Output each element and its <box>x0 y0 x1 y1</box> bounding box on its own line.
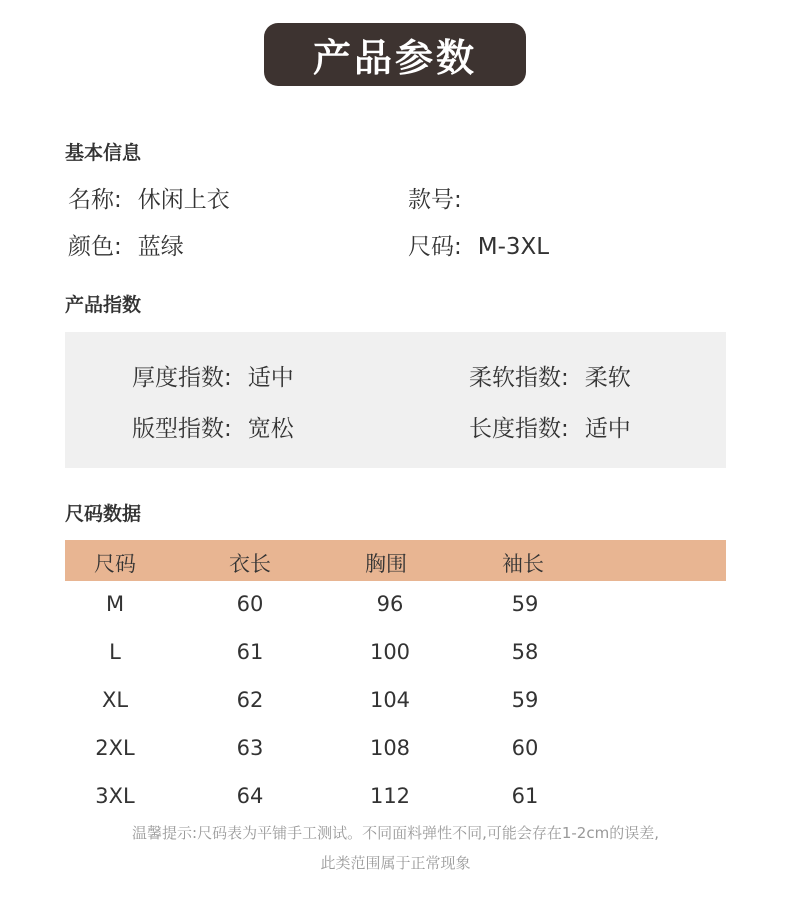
basic-info-heading: 基本信息 <box>65 142 142 164</box>
table-cell: 58 <box>511 640 539 664</box>
product-index-box <box>65 332 726 468</box>
page-title-banner <box>264 23 526 86</box>
fit-label: 版型指数: <box>132 416 232 442</box>
table-cell: 60 <box>236 592 264 616</box>
name-value: 休闲上衣 <box>137 187 230 213</box>
size-value: M-3XL <box>477 234 550 260</box>
table-cell: 96 <box>376 592 404 616</box>
col-header-length: 衣长 <box>229 552 271 576</box>
table-cell: L <box>109 640 121 664</box>
table-cell: XL <box>101 688 129 712</box>
name-row <box>68 181 230 214</box>
fit-row <box>132 410 294 443</box>
fit-value: 宽松 <box>247 416 294 442</box>
color-row <box>68 228 184 261</box>
table-cell: 59 <box>511 592 539 616</box>
size-note-line-1: 温馨提示:尺码表为平铺手工测试。不同面料弹性不同,可能会存在1-2cm的误差, <box>132 824 659 842</box>
length-row <box>469 410 631 443</box>
size-data-heading: 尺码数据 <box>65 503 142 525</box>
table-cell: 112 <box>369 784 411 808</box>
page-title: 产品参数 <box>312 36 477 80</box>
col-header-size: 尺码 <box>94 552 136 576</box>
softness-value: 柔软 <box>584 365 631 391</box>
name-label: 名称: <box>68 187 122 213</box>
color-label: 颜色: <box>68 234 122 260</box>
length-label: 长度指数: <box>469 416 569 442</box>
product-index-heading: 产品指数 <box>65 294 142 316</box>
softness-row <box>469 359 631 392</box>
size-row <box>408 228 549 261</box>
color-value: 蓝绿 <box>137 234 184 260</box>
table-cell: 2XL <box>95 736 135 760</box>
table-cell: 61 <box>236 640 264 664</box>
table-cell: 61 <box>511 784 539 808</box>
thickness-label: 厚度指数: <box>132 365 232 391</box>
length-value: 适中 <box>584 416 631 442</box>
col-header-chest: 胸围 <box>365 552 407 576</box>
thickness-value: 适中 <box>247 365 294 391</box>
table-cell: 100 <box>369 640 411 664</box>
table-cell: M <box>105 592 125 616</box>
table-cell: 64 <box>236 784 264 808</box>
table-cell: 108 <box>369 736 411 760</box>
col-header-sleeve: 袖长 <box>502 552 544 576</box>
model-row <box>408 181 478 214</box>
size-note-line-2: 此类范围属于正常现象 <box>320 854 471 872</box>
model-label: 款号: <box>408 187 462 213</box>
table-cell: 60 <box>511 736 539 760</box>
table-cell: 3XL <box>95 784 135 808</box>
table-cell: 62 <box>236 688 264 712</box>
softness-label: 柔软指数: <box>469 365 569 391</box>
size-label: 尺码: <box>408 234 462 260</box>
table-cell: 104 <box>369 688 411 712</box>
table-cell: 59 <box>511 688 539 712</box>
table-cell: 63 <box>236 736 264 760</box>
thickness-row <box>132 359 294 392</box>
